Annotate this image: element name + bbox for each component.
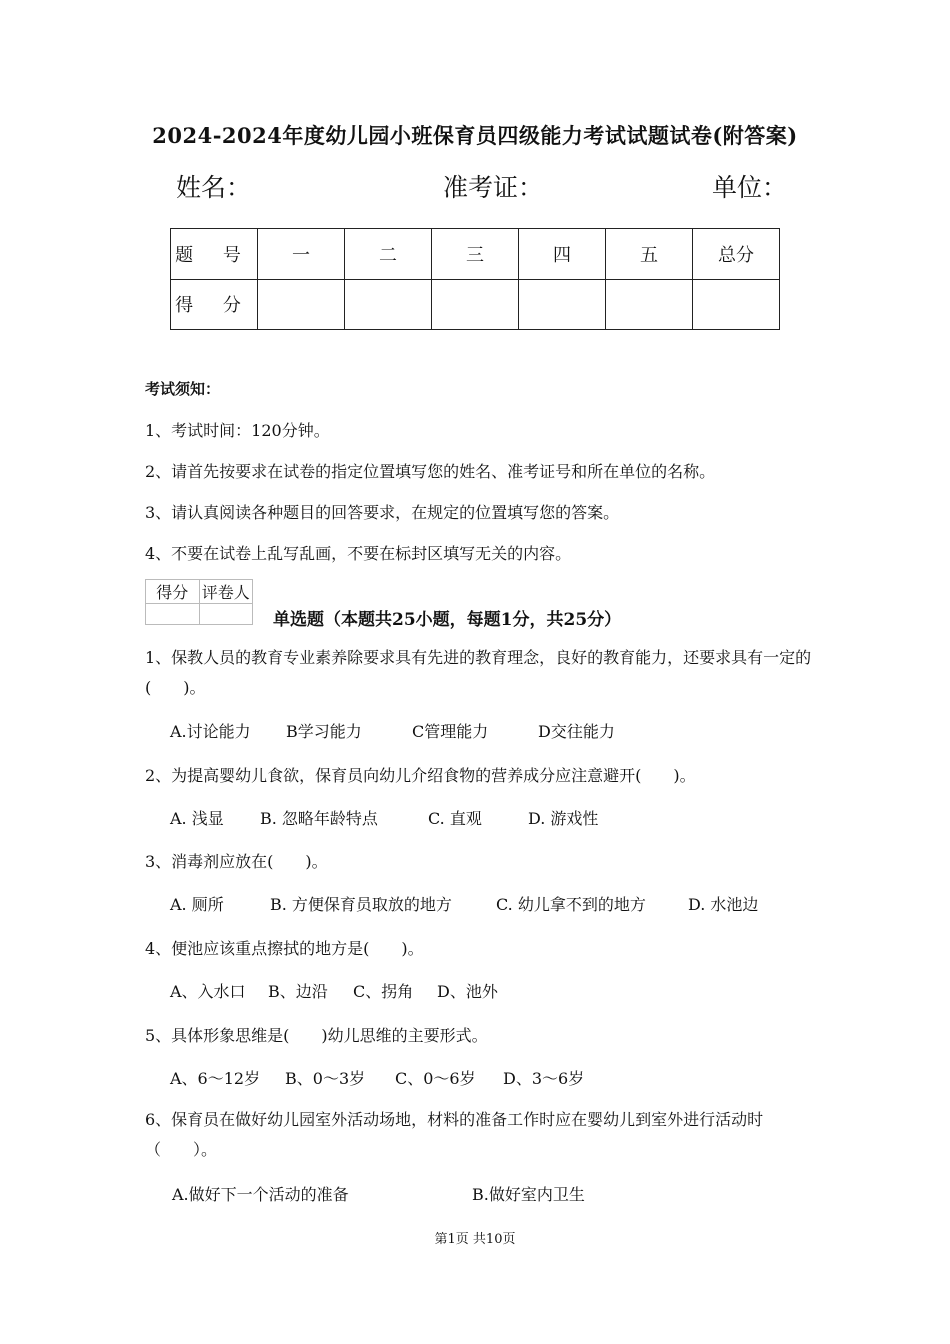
score-cell[interactable] — [258, 279, 345, 330]
ticket-label: 准考证： — [443, 173, 544, 202]
option: C管理能力 — [412, 722, 489, 741]
option: B. 方便保育员取放的地方 — [270, 895, 452, 914]
option: D. 水池边 — [688, 895, 759, 914]
name-label: 姓名： — [176, 173, 252, 202]
total-header: 总分 — [693, 229, 780, 280]
page-footer: 第1页 共10页 — [434, 1232, 516, 1247]
grader-box — [145, 579, 253, 625]
option: A.做好下一个活动的准备 — [172, 1185, 349, 1204]
score-cell[interactable] — [606, 279, 693, 330]
notice-item: 2、请首先按要求在试卷的指定位置填写您的姓名、准考证号和所在单位的名称。 — [145, 462, 716, 481]
grader-score-label: 得分 — [146, 580, 200, 604]
section-1-header: 一 — [258, 229, 345, 280]
score-label: 得 分 — [171, 279, 258, 330]
score-table-header-row — [171, 229, 780, 280]
option: D、3～6岁 — [503, 1069, 585, 1088]
option: A、入水口 — [170, 982, 246, 1001]
notice-item: 4、不要在试卷上乱写乱画，不要在标封区填写无关的内容。 — [145, 544, 572, 563]
notice-item: 1、考试时间：120分钟。 — [145, 421, 330, 440]
option: D交往能力 — [538, 722, 615, 741]
option: C. 幼儿拿不到的地方 — [496, 895, 646, 914]
grader-score-cell[interactable] — [146, 604, 200, 625]
option: A、6～12岁 — [170, 1069, 261, 1088]
option: B、边沿 — [268, 982, 328, 1001]
question-stem: 1、保教人员的教育专业素养除要求具有先进的教育理念，良好的教育能力，还要求具有一定的( )。 — [145, 648, 812, 697]
section-3-header: 三 — [432, 229, 519, 280]
option: C. 直观 — [428, 809, 482, 828]
section-4-header: 四 — [519, 229, 606, 280]
question-stem: 6、保育员在做好幼儿园室外活动场地，材料的准备工作时应在婴幼儿到室外进行活动时（ ）。 — [145, 1110, 764, 1159]
notice-heading: 考试须知： — [145, 380, 221, 398]
question-stem: 2、为提高婴幼儿食欲，保育员向幼儿介绍食物的营养成分应注意避开( )。 — [145, 766, 696, 785]
score-table — [170, 228, 780, 330]
option: B.做好室内卫生 — [472, 1185, 585, 1204]
option: C、拐角 — [353, 982, 414, 1001]
option: D、池外 — [437, 982, 498, 1001]
option: B、0～3岁 — [285, 1069, 366, 1088]
option: A. 浅显 — [170, 809, 224, 828]
question-stem: 5、具体形象思维是( )幼儿思维的主要形式。 — [145, 1026, 488, 1045]
score-cell[interactable] — [693, 279, 780, 330]
option: D. 游戏性 — [528, 809, 599, 828]
unit-label: 单位： — [712, 173, 788, 202]
option: B学习能力 — [286, 722, 362, 741]
grader-reviewer-cell[interactable] — [199, 604, 253, 625]
question-stem: 3、消毒剂应放在( )。 — [145, 852, 328, 871]
option: B. 忽略年龄特点 — [260, 809, 378, 828]
grader-reviewer-label: 评卷人 — [199, 580, 253, 604]
score-cell[interactable] — [432, 279, 519, 330]
question-number-label: 题 号 — [171, 229, 258, 280]
question-stem: 4、便池应该重点擦拭的地方是( )。 — [145, 939, 424, 958]
section-5-header: 五 — [606, 229, 693, 280]
section-2-header: 二 — [345, 229, 432, 280]
option: A.讨论能力 — [170, 722, 251, 741]
exam-title: 2024-2024年度幼儿园小班保育员四级能力考试试题试卷(附答案) — [152, 123, 798, 148]
notice-item: 3、请认真阅读各种题目的回答要求，在规定的位置填写您的答案。 — [145, 503, 620, 522]
score-table-score-row — [171, 279, 780, 330]
score-cell[interactable] — [345, 279, 432, 330]
option: A. 厕所 — [170, 895, 224, 914]
section-title: 单选题（本题共25小题，每题1分，共25分） — [273, 610, 622, 630]
option: C、0～6岁 — [395, 1069, 476, 1088]
score-cell[interactable] — [519, 279, 606, 330]
